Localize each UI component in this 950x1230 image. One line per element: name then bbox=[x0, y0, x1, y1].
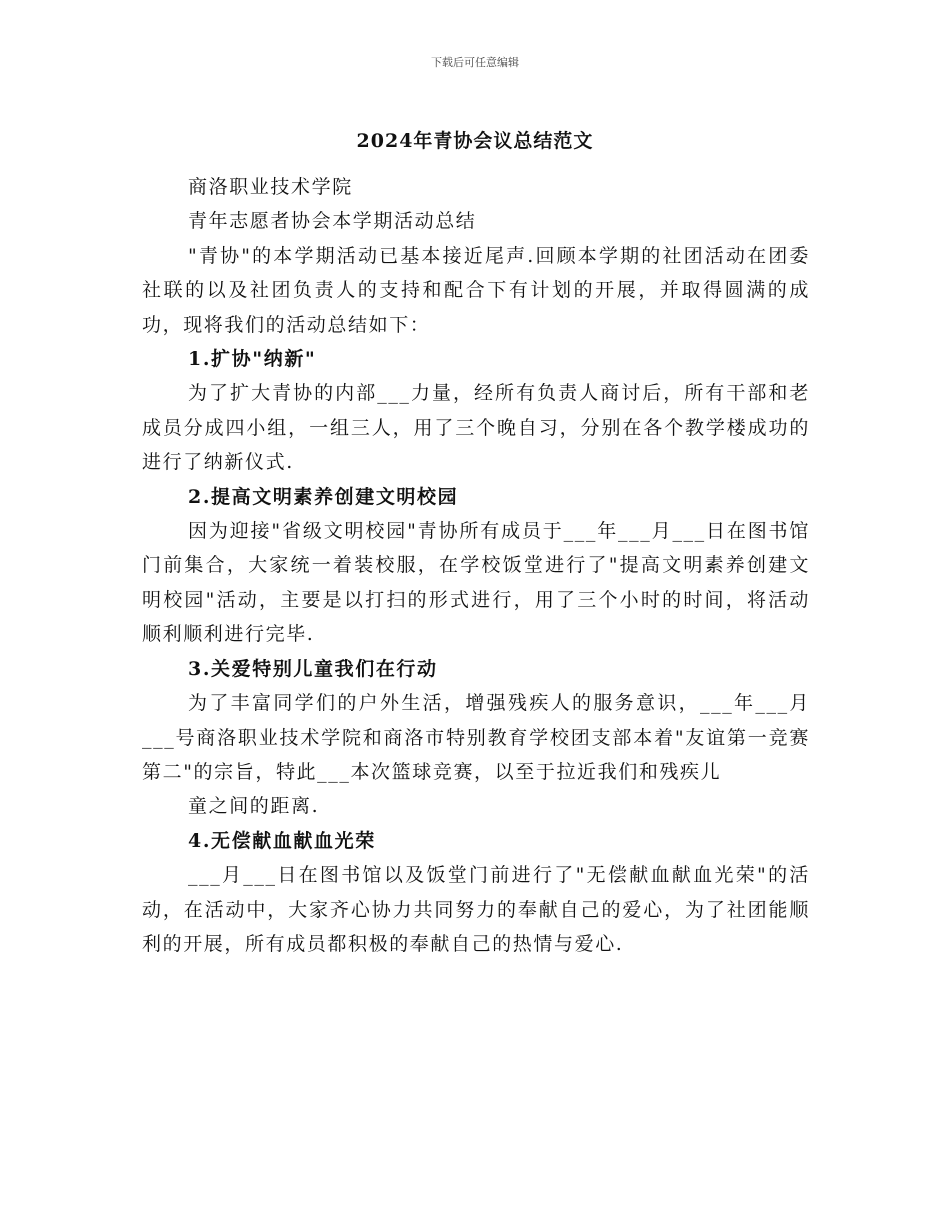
section-paragraph-1: 为了扩大青协的内部___力量，经所有负责人商讨后，所有干部和老成员分成四小组，一组三人，用了三个晚自习，分别在各个教学楼成功的进行了纳新仪式. bbox=[142, 382, 810, 474]
section-heading-3: 3.关爱特别儿童我们在行动 bbox=[188, 657, 438, 680]
section-paragraph-3: 为了丰富同学们的户外生活，增强残疾人的服务意识，___年___月___号商洛职业技术学院和商洛市特别教育学校团支部本着"友谊第一竞赛第二"的宗旨，特此___本次篮球竞赛，以至于拉近我们和残疾儿 bbox=[142, 692, 810, 783]
section-paragraph-3-continued: 童之间的距离. bbox=[188, 795, 320, 818]
section-heading-2: 2.提高文明素养创建文明校园 bbox=[188, 485, 459, 508]
school-name: 商洛职业技术学院 bbox=[188, 176, 353, 198]
section-heading-1: 1.扩协"纳新" bbox=[188, 348, 317, 371]
report-subtitle: 青年志愿者协会本学期活动总结 bbox=[188, 210, 477, 233]
page-header: 下载后可任意编辑 bbox=[431, 56, 519, 69]
section-paragraph-4: ___月___日在图书馆以及饭堂门前进行了"无偿献血献血光荣"的活动，在活动中，大家齐心协力共同努力的奉献自己的爱心，为了社团能顺利的开展，所有成员都积极的奉献自己的热情与爱心. bbox=[142, 864, 810, 955]
intro-paragraph: "青协"的本学期活动已基本接近尾声.回顾本学期的社团活动在团委社联的以及社团负责人的支持和配合下有计划的开展，并取得圆满的成功，现将我们的活动总结如下： bbox=[142, 244, 810, 336]
document-title: 2024年青协会议总结范文 bbox=[356, 130, 594, 152]
section-heading-4: 4.无偿献血献血光荣 bbox=[188, 829, 376, 852]
section-paragraph-2: 因为迎接"省级文明校园"青协所有成员于___年___月___日在图书馆门前集合，大家统一着装校服，在学校饭堂进行了"提高文明素养创建文明校园"活动，主要是以打扫的形式进行，用了三个小时的时间，将活动顺利顺利进行完毕. bbox=[142, 520, 810, 646]
document-body bbox=[142, 170, 810, 961]
